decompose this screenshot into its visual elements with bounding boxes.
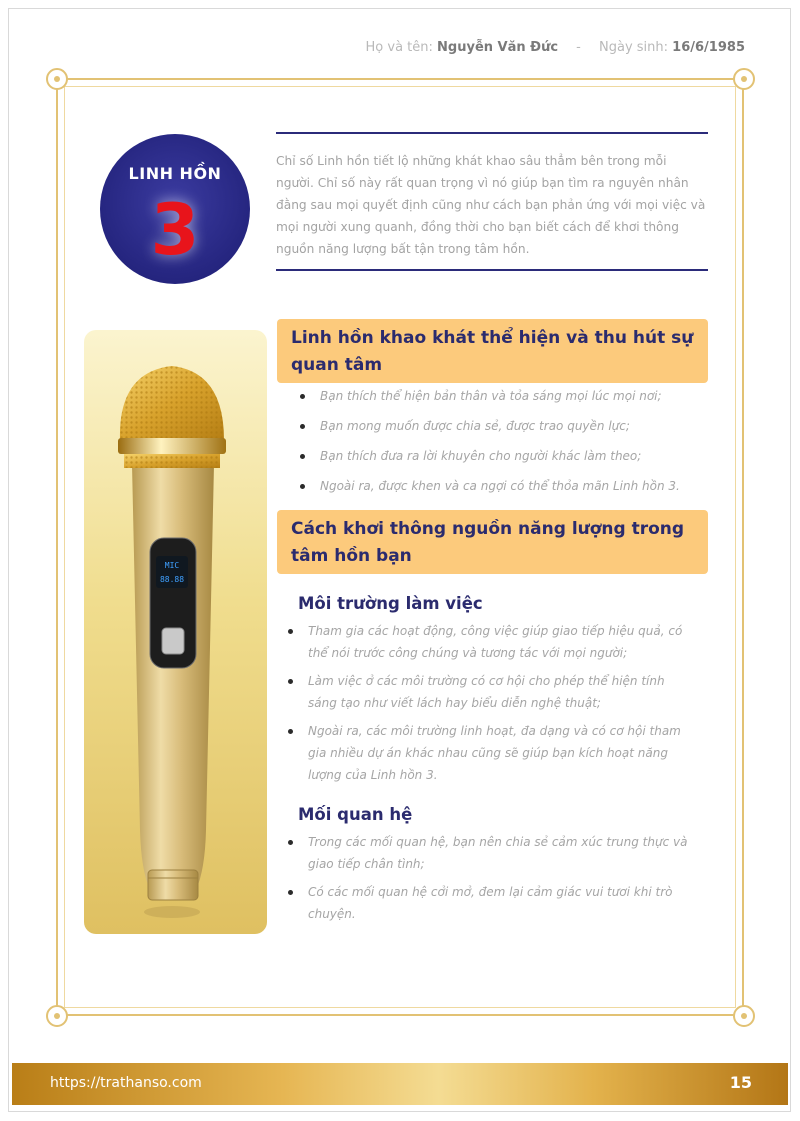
section-energy-title: Cách khơi thông nguồn năng lượng trong tâm hồn bạn <box>277 510 708 574</box>
microphone-icon <box>84 330 267 934</box>
relationships-heading: Mối quan hệ <box>298 805 413 824</box>
frame-corner-ornament <box>46 1005 68 1027</box>
list-item: Làm việc ở các môi trường có cơ hội cho phép thể hiện tính sáng tạo như viết lách hay biểu diễn nghệ thuật; <box>288 670 688 714</box>
name-label: Họ và tên: <box>365 40 433 55</box>
mic-display-line1: MIC <box>164 561 180 570</box>
list-item: Ngoài ra, được khen và ca ngợi có thể thỏa mãn Linh hồn 3. <box>298 475 698 497</box>
website-link[interactable]: https://trathanso.com <box>50 1075 202 1091</box>
work-environment-heading: Môi trường làm việc <box>298 594 483 613</box>
soul-number-badge <box>100 134 250 284</box>
microphone-image-panel <box>84 330 267 934</box>
list-item: Bạn thích đưa ra lời khuyên cho người khác làm theo; <box>298 445 698 467</box>
name-value: Nguyễn Văn Đức <box>437 40 559 55</box>
frame-corner-ornament <box>733 1005 755 1027</box>
mic-display-line2: 88.88 <box>159 575 185 584</box>
dob-label: Ngày sinh: <box>599 40 669 55</box>
list-item: Trong các mối quan hệ, bạn nên chia sẻ cảm xúc trung thực và giao tiếp chân tình; <box>288 831 688 875</box>
frame-corner-ornament <box>733 68 755 90</box>
intro-text: Chỉ số Linh hồn tiết lộ những khát khao sâu thẳm bên trong mỗi người. Chỉ số này rất quan trọng vì nó giúp bạn tìm ra nguyên nhân đằng sau mọi quyết định cũng như cách bạn phản ứng với mọi việc và mọi người xung quanh, đồng thời cho bạn biết cách để khơi thông nguồn năng lượng bất tận trong tâm hồn. <box>276 154 706 256</box>
list-item: Tham gia các hoạt động, công việc giúp giao tiếp hiệu quả, có thể nói trước công chúng và tương tác với mọi người; <box>288 620 688 664</box>
list-item: Ngoài ra, các môi trường linh hoạt, đa dạng và có cơ hội tham gia nhiều dự án khác nhau cũng sẽ giúp bạn kích hoạt năng lượng của Linh hồn 3. <box>288 720 688 786</box>
badge-title: LINH HỒN <box>128 164 222 183</box>
list-item: Bạn thích thể hiện bản thân và tỏa sáng mọi lúc mọi nơi; <box>298 385 698 407</box>
list-item: Bạn mong muốn được chia sẻ, được trao quyền lực; <box>298 415 698 437</box>
page-footer <box>12 1063 788 1105</box>
work-environment-list <box>288 620 688 792</box>
section-soul-desire-title: Linh hồn khao khát thể hiện và thu hút sự quan tâm <box>277 319 708 383</box>
frame-corner-ornament <box>46 68 68 90</box>
list-item: Có các mối quan hệ cởi mở, đem lại cảm giác vui tươi khi trò chuyện. <box>288 881 688 925</box>
dob-value: 16/6/1985 <box>672 40 745 55</box>
header-separator: - <box>576 40 581 55</box>
soul-desire-list <box>298 385 698 505</box>
relationships-list <box>288 831 688 931</box>
badge-number: 3 <box>150 189 200 271</box>
intro-box <box>276 132 708 271</box>
page-number: 15 <box>729 1073 752 1092</box>
page-header <box>366 40 745 55</box>
